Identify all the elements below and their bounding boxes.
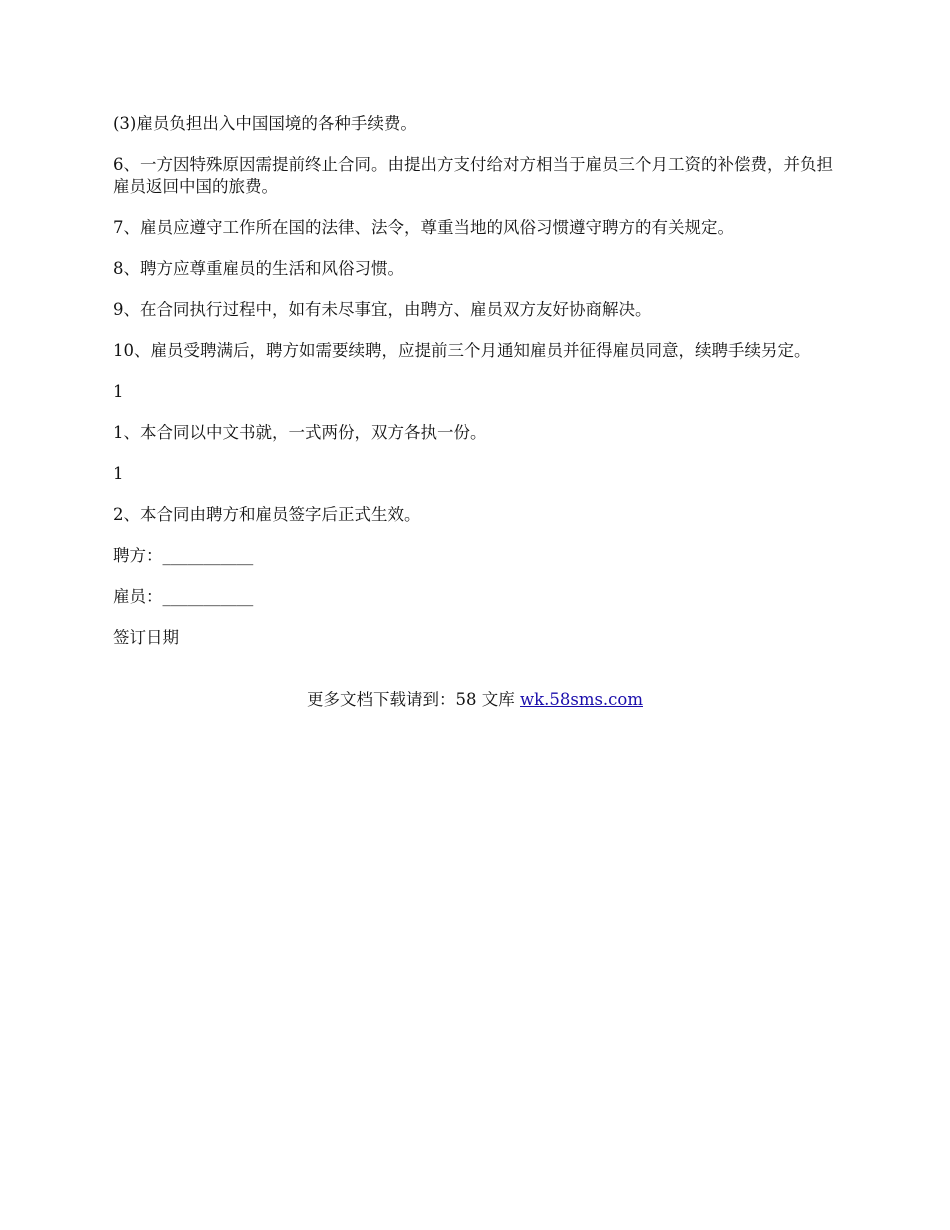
paragraph-effective: 2、本合同由聘方和雇员签字后正式生效。 (113, 505, 421, 524)
footer-link[interactable]: wk.58sms.com (519, 690, 643, 709)
signature-employee-line: 雇员：___________ (113, 587, 254, 606)
footer-text: 更多文档下载请到：58 文库 (306, 690, 520, 709)
paragraph-respect-customs: 8、聘方应尊重雇员的生活和风俗习惯。 (113, 259, 404, 278)
paragraph-early-termination: 6、一方因特殊原因需提前终止合同。由提出方支付给对方相当于雇员三个月工资的补偿费，并负担雇员返回中国的旅费。 (113, 155, 833, 196)
paragraph-foreign-fees: (3)雇员负担出入中国国境的各种手续费。 (113, 114, 417, 133)
paragraph-section-number: 1 (113, 464, 124, 483)
signing-date-label: 签订日期 (113, 628, 179, 647)
paragraph-section-number: 1 (113, 382, 124, 401)
footer-promo (0, 689, 950, 711)
paragraph-renewal: 10、雇员受聘满后，聘方如需要续聘，应提前三个月通知雇员并征得雇员同意，续聘手续另定。 (113, 341, 811, 360)
paragraph-obey-laws: 7、雇员应遵守工作所在国的法律、法令，尊重当地的风俗习惯遵守聘方的有关规定。 (113, 218, 734, 237)
paragraph-language-copies: 1、本合同以中文书就，一式两份，双方各执一份。 (113, 423, 487, 442)
document-body (113, 113, 843, 668)
signature-employer-line: 聘方：___________ (113, 546, 254, 565)
paragraph-negotiation: 9、在合同执行过程中，如有未尽事宜，由聘方、雇员双方友好协商解决。 (113, 300, 652, 319)
